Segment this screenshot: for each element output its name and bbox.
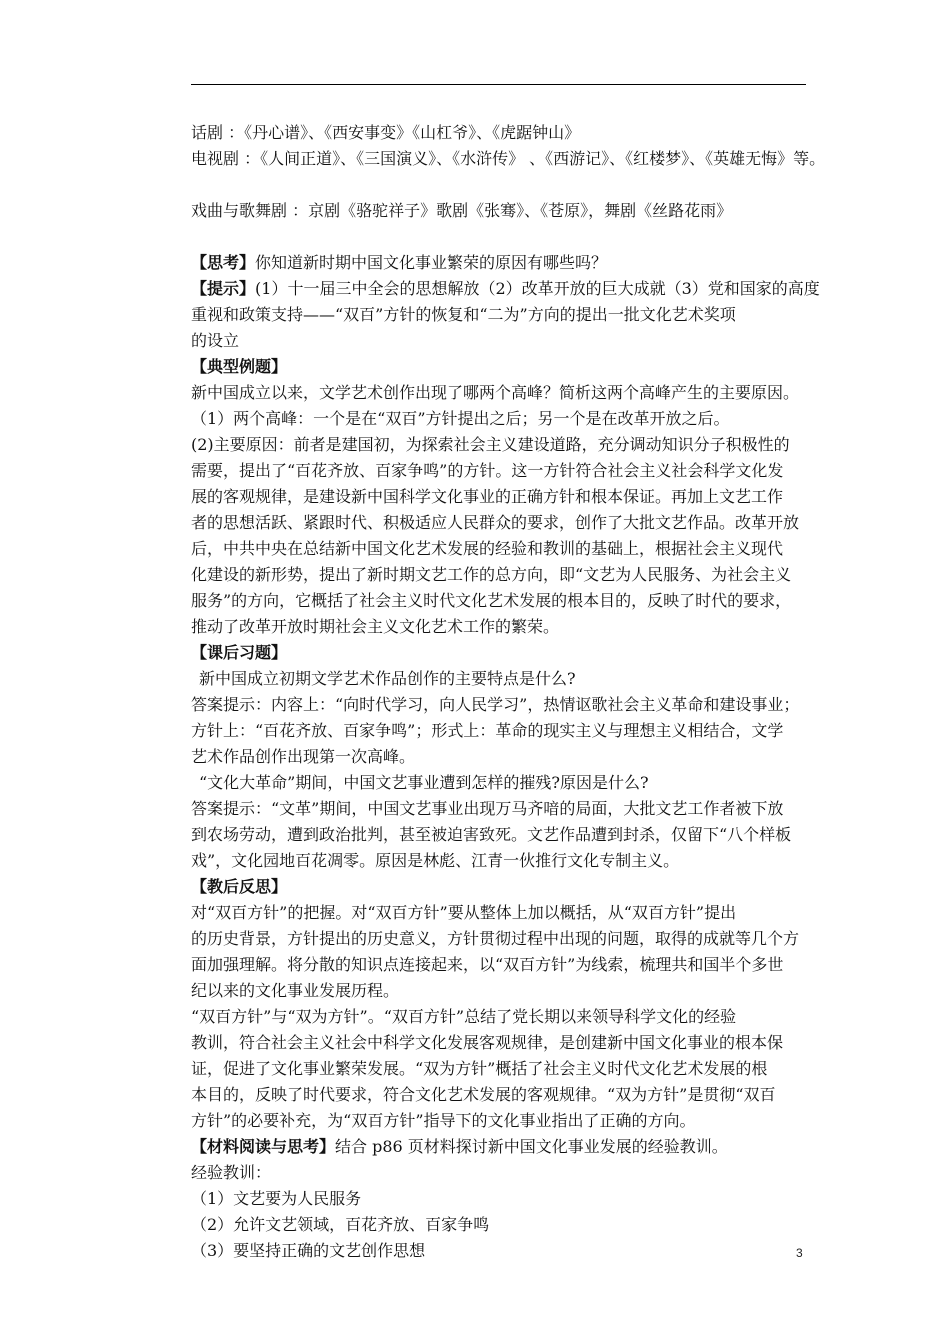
reflection-line: 证，促进了文化事业繁荣发展。“双为方针”概括了社会主义时代文化艺术发展的根 <box>191 1059 768 1078</box>
example-line: 推动了改革开放时期社会主义文化艺术工作的繁荣。 <box>191 617 560 636</box>
example-line: 者的思想活跃、紧跟时代、积极适应人民群众的要求，创作了大批文艺作品。改革开放 <box>191 513 800 532</box>
example-line: (2)主要原因：前者是建国初，为探索社会主义建设道路，充分调动知识分子积极性的 <box>191 435 790 454</box>
reflection-line: 本目的，反映了时代要求，符合文化艺术发展的客观规律。“双为方针”是贯彻“双百 <box>191 1085 776 1104</box>
hint-section <box>191 276 821 302</box>
material-prompt: 结合 p86 页材料探讨新中国文化事业发展的经验教训。 <box>335 1137 728 1156</box>
exercise-question: 新中国成立初期文学艺术作品创作的主要特点是什么? <box>199 669 576 688</box>
exercises-heading: 【课后习题】 <box>191 643 288 662</box>
think-label: 【思考】 <box>191 253 256 272</box>
hint-line: (1）十一届三中全会的思想解放（2）改革开放的巨大成就（3）党和国家的高度 <box>255 279 820 298</box>
exercise-answer-line: 答案提示：内容上：“向时代学习，向人民学习”，热情讴歌社会主义革命和建设事业； <box>191 695 800 714</box>
reflection-line: 对“双百方针”的把握。对“双百方针”要从整体上加以概括，从“双百方针”提出 <box>191 903 737 922</box>
material-section <box>191 1134 821 1160</box>
example-line: 需要，提出了“百花齐放、百家争鸣”的方针。这一方针符合社会主义社会科学文化发 <box>191 461 784 480</box>
example-line: 新中国成立以来，文学艺术创作出现了哪两个高峰？简析这两个高峰产生的主要原因。 <box>191 383 800 402</box>
reflection-line: 面加强理解。将分散的知识点连接起来，以“双百方针”为线索，梳理共和国半个多世 <box>191 955 784 974</box>
opera-works-line: 戏曲与歌舞剧 ：京剧《骆驼祥子》歌剧《张骞》、《苍原》，舞剧《丝路花雨》 <box>191 201 733 220</box>
reflection-heading: 【教后反思】 <box>191 877 288 896</box>
reflection-line: 方针”的必要补充，为“双百方针”指导下的文化事业指出了正确的方向。 <box>191 1111 696 1130</box>
spacer <box>191 172 821 198</box>
material-list-item: （3）要坚持正确的文艺创作思想 <box>191 1241 426 1260</box>
example-heading: 【典型例题】 <box>191 357 288 376</box>
reflection-line: 纪以来的文化事业发展历程。 <box>191 981 400 1000</box>
example-line: （1）两个高峰：一个是在“双百”方针提出之后；另一个是在改革开放之后。 <box>191 409 730 428</box>
material-list-item: （2）允许文艺领域，百花齐放、百家争鸣 <box>191 1215 490 1234</box>
hint-label: 【提示】 <box>191 279 256 298</box>
example-line: 化建设的新形势，提出了新时期文艺工作的总方向，即“文艺为人民服务、为社会主义 <box>191 565 792 584</box>
example-line: 后，中共中央在总结新中国文化艺术发展的经验和教训的基础上，根据社会主义现代 <box>191 539 784 558</box>
think-question: 你知道新时期中国文化事业繁荣的原因有哪些吗？ <box>255 253 608 272</box>
hint-line: 重视和政策支持——“双百”方针的恢复和“二为”方向的提出一批文化艺术奖项 <box>191 305 736 324</box>
example-line: 展的客观规律，是建设新中国科学文化事业的正确方针和根本保证。再加上文艺工作 <box>191 487 784 506</box>
exercise-question: “文化大革命”期间，中国文艺事业遭到怎样的摧残?原因是什么? <box>199 773 649 792</box>
header-rule <box>191 84 806 85</box>
document-body <box>191 120 826 1264</box>
page-number: 3 <box>796 1246 803 1260</box>
example-line: 服务”的方向，它概括了社会主义时代文化艺术发展的根本目的，反映了时代的要求， <box>191 591 792 610</box>
reflection-line: 的历史背景，方针提出的历史意义，方针贯彻过程中出现的问题，取得的成就等几个方 <box>191 929 800 948</box>
material-subheading: 经验教训： <box>191 1163 272 1182</box>
exercise-answer-line: 到农场劳动，遭到政治批判，甚至被迫害致死。文艺作品遭到封杀，仅留下“八个样板 <box>191 825 792 844</box>
material-label: 【材料阅读与思考】 <box>191 1137 336 1156</box>
exercise-answer-line: 艺术作品创作出现第一次高峰。 <box>191 747 416 766</box>
exercise-answer-line: 答案提示：“文革”期间，中国文艺事业出现万马齐喑的局面，大批文艺工作者被下放 <box>191 799 784 818</box>
reflection-line: 教训，符合社会主义社会中科学文化发展客观规律，是创建新中国文化事业的根本保 <box>191 1033 784 1052</box>
tv-works-line: 电视剧 ：《人间正道》、《三国演义》、《水浒传》 、《西游记》、《红楼梦》、《英雄无悔》等。 <box>191 149 826 168</box>
spacer <box>191 224 821 250</box>
hint-line: 的设立 <box>191 331 240 350</box>
reflection-line: “双百方针”与“双为方针”。“双百方针”总结了党长期以来领导科学文化的经验 <box>191 1007 737 1026</box>
think-section <box>191 250 821 276</box>
drama-works-line: 话剧 ：《丹心谱》、《西安事变》《山杠爷》、《虎踞钟山》 <box>191 123 581 142</box>
material-list-item: （1）文艺要为人民服务 <box>191 1189 362 1208</box>
exercise-answer-line: 戏”，文化园地百花凋零。原因是林彪、江青一伙推行文化专制主义。 <box>191 851 680 870</box>
exercise-answer-line: 方针上：“百花齐放、百家争鸣”；形式上：革命的现实主义与理想主义相结合，文学 <box>191 721 784 740</box>
